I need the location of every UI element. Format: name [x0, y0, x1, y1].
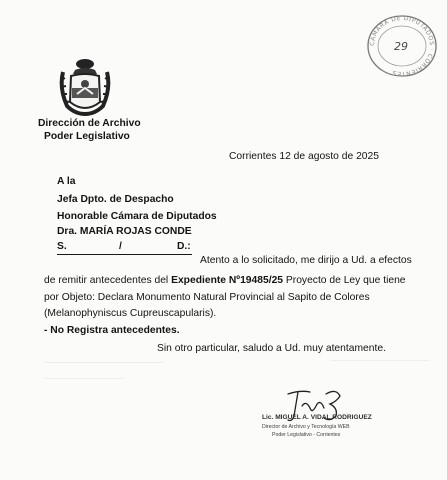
- recipient-line-1: A la: [57, 176, 76, 187]
- recipient-line-2: Jefa Dpto. de Despacho: [57, 194, 174, 205]
- salutation-sd: [57, 241, 192, 255]
- organization-header: [38, 118, 141, 143]
- recipient-title: Dra.: [57, 226, 78, 237]
- body-line-1: Atento a lo solicitado, me dirijo a Ud. a efectos: [200, 255, 412, 266]
- signer-title: Director de Archivo y Tecnología WEB: [262, 424, 350, 430]
- faint-smudge: [330, 360, 430, 361]
- coat-of-arms-icon: [57, 58, 113, 116]
- body-line-3: por Objeto: Declara Monumento Natural Provincial al Sapito de Colores: [44, 292, 370, 303]
- date-line: Corrientes 12 de agosto de 2025: [229, 151, 379, 162]
- org-line-1: Dirección de Archivo: [38, 118, 141, 129]
- faint-smudge: [44, 362, 164, 363]
- sd-s: S.: [57, 241, 67, 252]
- recipient-line-3: Honorable Cámara de Diputados: [57, 211, 217, 222]
- org-line-2: Poder Legislativo: [44, 130, 130, 142]
- no-records-note: - No Registra antecedentes.: [44, 325, 180, 336]
- signer-name: Lic. MIGUEL A. VIDAL RODRIGUEZ: [262, 414, 372, 421]
- recipient-line-4: [57, 226, 192, 239]
- faint-smudge: [44, 378, 124, 379]
- body-line-2-post: Proyecto de Ley que tiene: [283, 275, 406, 286]
- body-line-2: [44, 275, 406, 288]
- expediente-number: Expediente Nº19485/25: [171, 275, 284, 286]
- stamp-text: CÁMARA DE DIPUTADOS · CORRIENTES: [368, 14, 436, 78]
- recipient-name: MARÍA ROJAS CONDE: [79, 226, 192, 237]
- stamp-handwritten-number: 29: [394, 40, 408, 53]
- closing-line: Sin otro particular, saludo a Ud. muy atentamente.: [157, 343, 386, 354]
- sd-slash: /: [119, 241, 122, 252]
- signer-organization: Poder Legislativo - Corrientes: [272, 432, 341, 438]
- sd-d: D.:: [177, 241, 191, 252]
- body-line-4: (Melanophyniscus Cupreuscapularis).: [44, 308, 217, 319]
- body-line-2-pre: de remitir antecedentes del: [44, 275, 172, 286]
